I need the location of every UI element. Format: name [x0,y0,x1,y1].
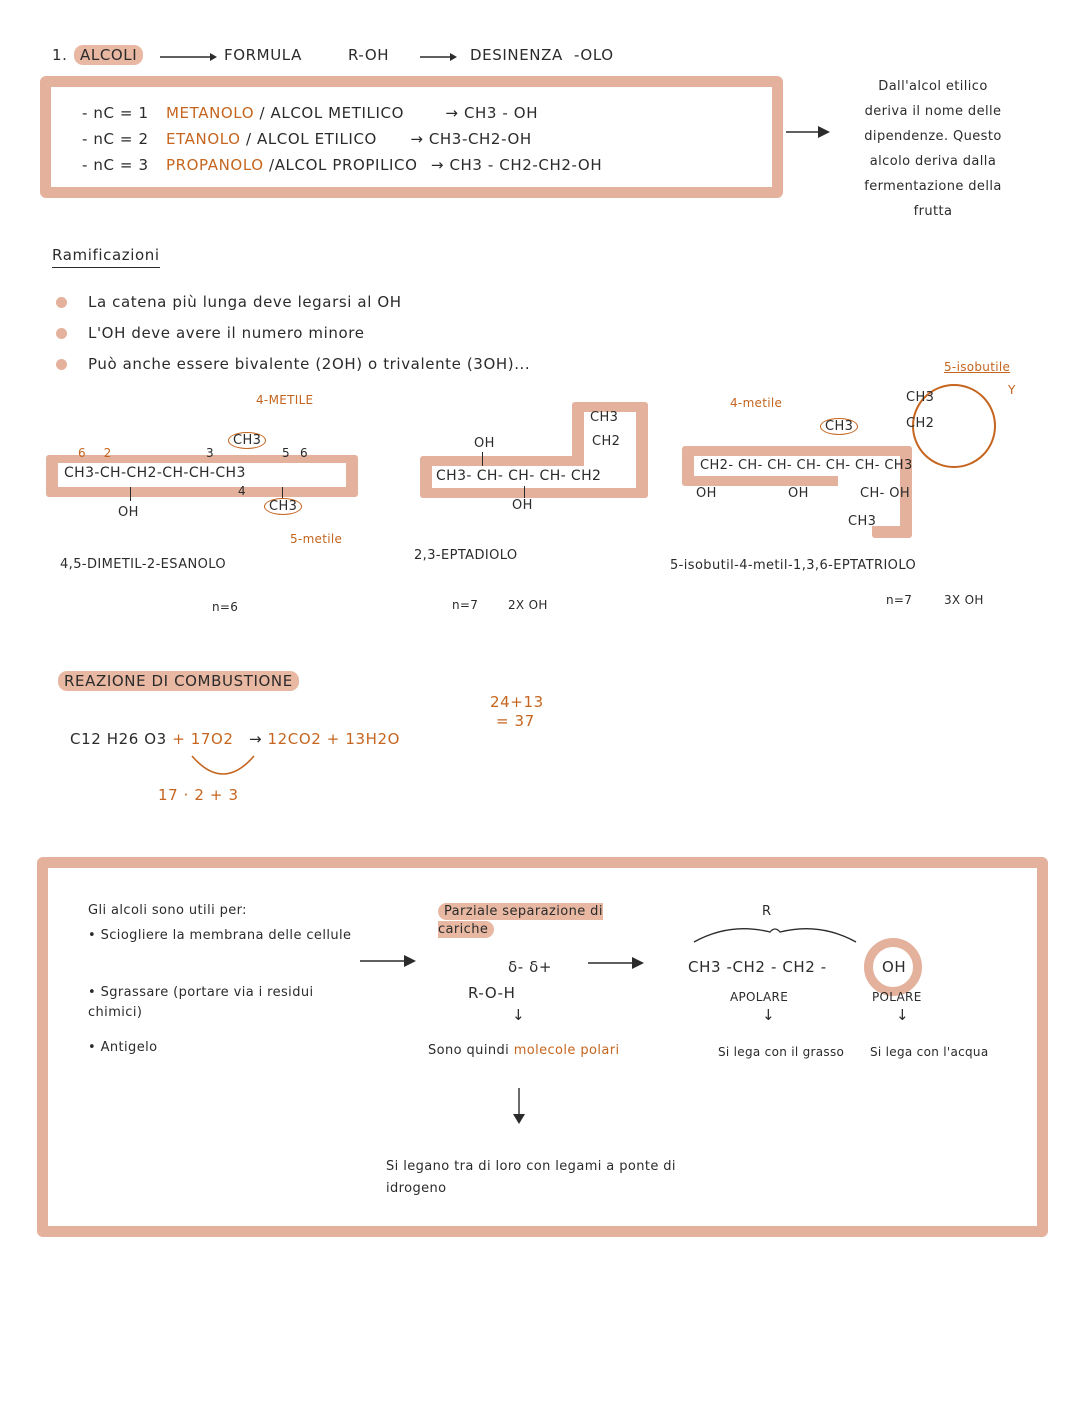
arrow-down-icon [510,1086,528,1126]
arrow-down-icon: ↓ [762,1006,776,1024]
apolar-chain: CH3 -CH2 - CH2 - [688,958,827,976]
series-formula: CH3-CH2-OH [428,130,532,148]
branch-ch3: CH3 [820,418,858,435]
reaction-arrow: → [248,730,263,748]
arrow-right-icon [418,50,458,64]
general-formula: R-OH [348,46,390,64]
carbon-number-4: 4 [238,484,246,498]
label-5-metile: 5-metile [290,532,343,546]
carbon-number-6: 6 [300,446,308,460]
r-label: R [762,904,772,919]
side-note-line: frutta [913,204,953,219]
side-note-line: alcolo deriva dalla [869,154,997,169]
bond [482,452,483,466]
hydrogen-bond-note: Si legano tra di loro con legami a ponte di idrogeno [386,1159,676,1196]
branch-ch2: CH2 [592,434,621,449]
molecule3-name: 5-isobutil-4-metil-1,3,6-EPTATRIOLO [670,558,917,573]
curve-connector [188,752,258,782]
series-alt: / ALCOL ETILICO [245,130,377,148]
carbon-numbers: 62 [78,446,130,460]
series-prefix: - nC = 2 [82,130,149,148]
oh-top: OH [474,436,495,451]
series-row-3: - nC = 3 PROPANOLO /ALCOL PROPILICO → CH3 - CH2-CH2-OH [82,156,603,174]
fat-note: Si lega con il grasso [718,1045,845,1059]
combustion-title: REAZIONE DI COMBUSTIONE [58,671,299,691]
bullet-icon [56,297,67,308]
polar-text: Sono quindi molecole polari [428,1043,620,1058]
suffix: -OLO [574,46,614,64]
molecule1-chain: CH3-CH-CH2-CH-CH-CH3 [64,465,246,481]
reactant: C12 H26 O3 [70,730,167,748]
branch-ch3: CH3 [590,410,619,425]
oh-bottom: OH [512,498,533,513]
label-5-isobutile: 5-isobutile [944,360,1011,374]
label-4-metile: 4-METILE [256,393,314,407]
arrow-right-icon [586,954,646,972]
partial-separation: Parziale separazione di cariche [438,904,603,937]
series-name: ETANOLO [165,130,241,148]
side-note-line: deriva il nome delle [864,104,1002,119]
side-note-line: fermentazione della [864,179,1002,194]
series-row-1: - nC = 1 METANOLO / ALCOL METILICO → CH3 - OH [82,104,539,122]
molecule3-chain: CH2- CH- CH- CH- CH- CH- CH3 [700,458,913,473]
series-prefix: - nC = 1 [82,104,149,122]
oh-1: OH [696,486,717,501]
calc-result: = 37 [496,712,535,730]
series-prefix: - nC = 3 [82,156,149,174]
brace-icon [690,918,860,946]
label-4-metile: 4-metile [730,396,783,410]
carbon-number-3: 3 [206,446,214,460]
oh-group: OH [118,505,139,520]
delta-charges: δ- δ+ [508,958,553,976]
molecule2-note-n: n=7 [452,598,479,612]
molecule1-note: n=6 [212,600,239,614]
polar-label: POLARE [872,990,922,1004]
combustion-equation [70,730,400,748]
oxygen: + 17O2 [172,730,234,748]
side-note [818,74,1048,224]
side-note-line: dipendenze. Questo [864,129,1002,144]
formula-label: FORMULA [224,46,302,64]
iso-ch3: CH3 [906,390,935,405]
molecule2-name: 2,3-EPTADIOLO [414,548,518,563]
series-alt: / ALCOL METILICO [259,104,405,122]
bullet-icon [56,328,67,339]
molecule3-note-n: n=7 [886,593,913,607]
molecule1-name: 4,5-DIMETIL-2-ESANOLO [60,557,227,572]
bond [130,487,131,501]
iso-ch2: CH2 [906,416,935,431]
ch3-bottom: CH3 [848,514,877,529]
use-item-2: • Sgrassare (portare via i residui chimici) [88,985,314,1020]
branch-ch3-top: CH3 [228,432,266,449]
bullet-icon [56,359,67,370]
arrow-down-icon: ↓ [896,1006,910,1024]
molecule2-note-oh: 2X OH [508,598,548,612]
use-item-3: • Antigelo [88,1040,158,1055]
arrow-down-icon: ↓ [512,1006,526,1024]
rule-2: L'OH deve avere il numero minore [88,324,365,342]
water-note: Si lega con l'acqua [870,1045,989,1059]
calc-bottom: 17 · 2 + 3 [158,786,239,804]
branches-title: Ramificazioni [52,246,160,268]
calc-top: 24+13 [490,693,544,711]
series-alt: /ALCOL PROPILICO [269,156,418,174]
series-name: METANOLO [165,104,255,122]
roh-formula: R-O-H [468,984,516,1002]
molecule2-chain: CH3- CH- CH- CH- CH2 [436,468,602,484]
series-formula: CH3 - OH [463,104,539,122]
series-name: PROPANOLO [165,156,264,174]
section-number: 1. [52,46,68,64]
uses-intro: Gli alcoli sono utili per: [88,903,247,918]
series-row-2: - nC = 2 ETANOLO / ALCOL ETILICO → CH3-CH2-OH [82,130,532,148]
branch-ch3-bottom: CH3 [264,498,302,515]
oh-6: CH- OH [860,486,911,501]
label-y: Y [1008,383,1016,397]
polar-oh: OH [882,958,907,976]
rule-3: Può anche essere bivalente (2OH) o trivalente (3OH)... [88,355,531,373]
suffix-label: DESINENZA [470,46,563,64]
carbon-number-5: 5 [282,446,290,460]
side-note-line: Dall'alcol etilico [878,79,988,94]
topic-title: ALCOLI [74,45,143,65]
arrow-right-icon [158,50,218,64]
use-item-1: • Sciogliere la membrana delle cellule [88,928,352,943]
bond [524,486,525,498]
rule-1: La catena più lunga deve legarsi al OH [88,293,402,311]
series-formula: CH3 - CH2-CH2-OH [449,156,603,174]
products: 12CO2 + 13H2O [267,730,401,748]
molecule3-note-oh: 3X OH [944,593,984,607]
oh-3: OH [788,486,809,501]
apolar-label: APOLARE [730,990,789,1004]
arrow-right-icon [358,952,418,970]
